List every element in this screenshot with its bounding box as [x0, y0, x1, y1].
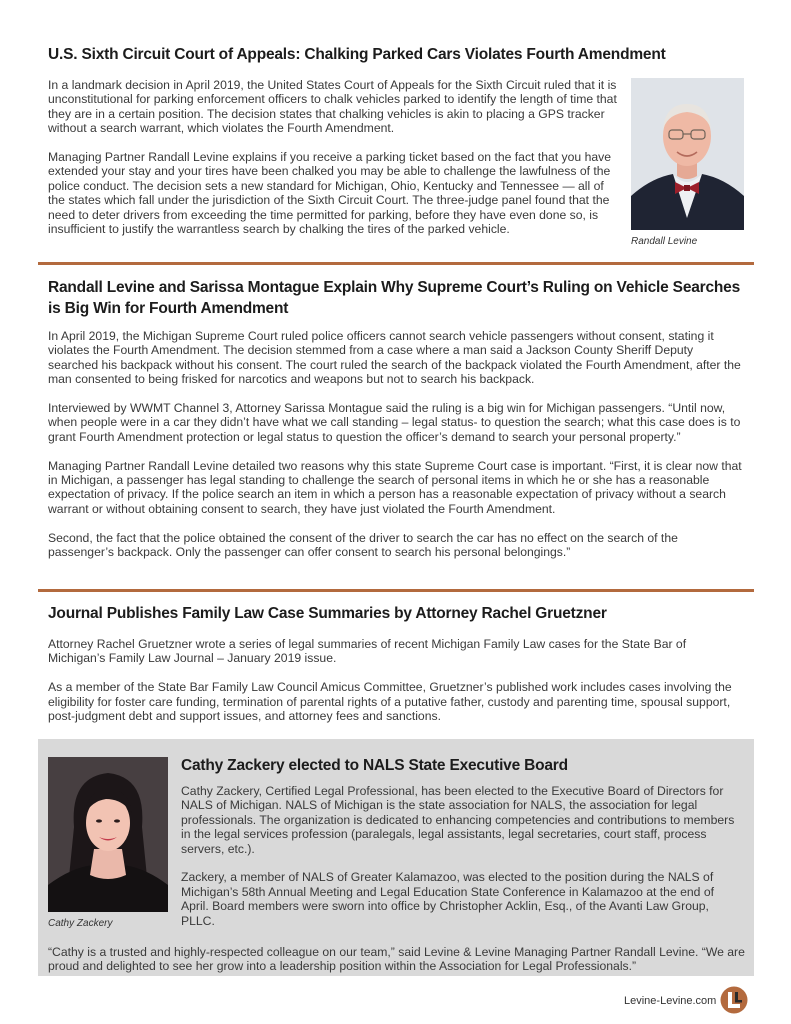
article-paragraph: Interviewed by WWMT Channel 3, Attorney Sarissa Montague said the ruling is a big win for Michigan passengers. “Until now, when people were in a car they didn’t have what we call standing – legal status- to question the search; what this case does is to grant Fourth Amendment protection or legal status to question the officer’s demand to search your personal property.” — [48, 401, 741, 444]
article-body — [48, 329, 743, 559]
footer-website-link[interactable]: Levine-Levine.com — [624, 995, 717, 1007]
article-title: Randall Levine and Sarissa Montague Explain Why Supreme Court’s Ruling on Vehicle Searches is Big Win for Fourth Amendment — [48, 279, 741, 317]
article-paragraph: Managing Partner Randall Levine explains if you receive a parking ticket based on the fact that you have extended your stay and your tires have been chalked you may be able to challenge the lawfulness of the police conduct. The decision sets a new standard for Michigan, Ohio, Kentucky and Tennessee — all of the states which fall under the jurisdiction of the Sixth Circuit Court. The three-judge panel found that the need to deter drivers from exceeding the time permitted for parking, before they have even done so, is insufficient to justify the warrantless search by chalking the tires of the parked vehicle. — [48, 150, 611, 237]
article-family-law — [48, 603, 748, 724]
article-quote: “Cathy is a trusted and highly-respected colleague on our team,” said Levine & Levine Managing Partner Randall Levine. “We are proud and delighted to see her grow into a leadership position within the Association for Legal Professionals.” — [48, 945, 745, 974]
article-vehicle-searches — [48, 277, 748, 560]
portrait-image — [631, 78, 744, 230]
levine-levine-logo-icon — [720, 986, 748, 1014]
photo-caption: Cathy Zackery — [48, 918, 113, 929]
article-paragraph: In a landmark decision in April 2019, the United States Court of Appeals for the Sixth Circuit ruled that it is unconstitutional for parking enforcement officers to chalk vehicles parked to identify the length of time that they are in a certain position. The decision states that chalking vehicles is akin to placing a GPS tracker without a search warrant, which violates the Fourth Amendment. — [48, 78, 617, 136]
article-paragraph: Attorney Rachel Gruetzner wrote a series of legal summaries of recent Michigan Family Law cases for the State Bar of Michigan’s Family Law Journal – January 2019 issue. — [48, 637, 687, 666]
randall-levine-photo — [631, 78, 744, 230]
article-paragraph: Zackery, a member of NALS of Greater Kalamazoo, was elected to the position during the NALS of Michigan’s 58th Annual Meeting and Legal Education State Conference in Kalamazoo at the end of April. Board members were sworn into office by Christopher Acklin, Esq., of the Avanti Law Group, PLLC. — [181, 870, 715, 928]
cathy-zackery-photo — [48, 757, 168, 912]
section-divider — [38, 262, 754, 265]
article-nals-board — [181, 755, 741, 928]
article-title: U.S. Sixth Circuit Court of Appeals: Chalking Parked Cars Violates Fourth Amendment — [48, 46, 666, 63]
article-title: Journal Publishes Family Law Case Summaries by Attorney Rachel Gruetzner — [48, 605, 607, 622]
article-paragraph: Managing Partner Randall Levine detailed two reasons why this state Supreme Court case is important. “First, it is clear now that in Michigan, a passenger has legal standing to challenge the search of personal items in which he or she has a reasonable expectation of privacy. If the police search an item in which a person has a reasonable expectation of privacy without a search warrant or without obtaining consent to search, they have just violated the Fourth Amendment. — [48, 458, 742, 516]
article-chalking — [48, 44, 748, 237]
photo-caption: Randall Levine — [631, 236, 698, 247]
article-body — [48, 78, 623, 236]
article-paragraph: Second, the fact that the police obtained the consent of the driver to search the car has no effect on the search of the passenger’s backpack. Only the passenger can offer consent to search his personal belongings.” — [48, 530, 678, 560]
article-body — [181, 784, 741, 928]
article-paragraph: As a member of the State Bar Family Law Council Amicus Committee, Gruetzner’s published work includes cases involving the eligibility for foster care funding, termination of parental rights of a putative father, custody and parenting time, spousal support, post-judgment debt and support issues, and attorney fees and sanctions. — [48, 680, 732, 724]
section-divider — [38, 589, 754, 592]
article-body — [48, 637, 743, 723]
article-paragraph: Cathy Zackery, Certified Legal Professional, has been elected to the Executive Board of Directors for NALS of Michigan. NALS of Michigan is the state association for NALS, the association for legal professionals. The organization is dedicated to enhancing competencies and contributions to members in the legal services profession (paralegals, legal assistants, legal secretaries, court staff, process servers, etc.). — [181, 784, 735, 856]
article-paragraph: In April 2019, the Michigan Supreme Court ruled police officers cannot search vehicle passengers without consent, stating it violates the Fourth Amendment. The decision stemmed from a case where a man said a Jackson County Sheriff Deputy searched his backpack without his consent. The court ruled the search of the backpack violated the Fourth Amendment, after the man consented to being frisked for narcotics and weapons but not to search his backpack. — [48, 329, 741, 387]
logo-graphic — [720, 986, 748, 1014]
article-title: Cathy Zackery elected to NALS State Executive Board — [181, 757, 568, 774]
portrait-image — [48, 757, 168, 912]
